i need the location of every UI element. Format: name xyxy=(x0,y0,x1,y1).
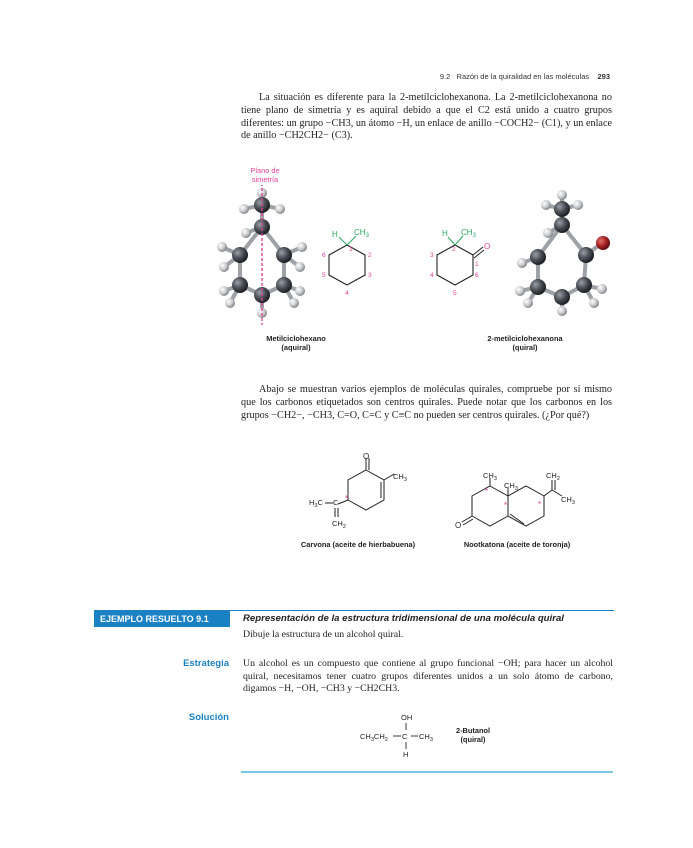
page-number: 293 xyxy=(597,72,610,81)
second-paragraph xyxy=(241,384,612,422)
caption-nootkatone: Nootkatona (aceite de toronja) xyxy=(463,540,571,549)
plane-of-symmetry-label: Plano de simetría xyxy=(250,166,280,184)
svg-text:CH3CH2: $CH_3CH_2$ xyxy=(360,732,388,743)
example-bottom-rule xyxy=(241,771,613,773)
figure-carvone-nootkatone xyxy=(290,452,620,537)
svg-text:H: H xyxy=(403,750,409,759)
ring-left-ch3-label: $CH_3$ xyxy=(354,228,369,239)
svg-text:*: * xyxy=(345,494,349,503)
svg-text:CH2: $CH_2$ xyxy=(546,471,560,482)
svg-text:*: * xyxy=(538,500,542,509)
methylcyclohexanone-skeletal xyxy=(430,228,490,297)
svg-text:6: 6 xyxy=(475,272,479,279)
solution-name: 2-Butanol (quiral) xyxy=(455,726,491,744)
svg-text:2: 2 xyxy=(452,246,456,253)
svg-text:O: O xyxy=(484,242,491,251)
second-paragraph-text: Abajo se muestran varios ejemplos de moléculas quirales, compruebe por sí mismo que los carbonos etiquetados son centros quirales. Puede notar que los carbonos en los grupos −CH2−, −CH3, C=O, C=C y C≡C no pueden ser centros quirales. (¿Por qué?) xyxy=(241,384,612,421)
caption-methylcyclohexane: Metilciclohexano (aquiral) xyxy=(266,334,326,352)
svg-text:CH3: $CH_3$ xyxy=(561,495,575,506)
methylcyclohexane-3d-model xyxy=(217,185,307,325)
example-statement: Dibuje la estructura de un alcohol quiral. xyxy=(243,629,404,640)
svg-text:1: 1 xyxy=(349,246,353,253)
methylcyclohexane-skeletal xyxy=(322,228,372,297)
svg-text:H3C: $H_3C$ xyxy=(309,498,323,509)
svg-text:CH3: $CH_3$ xyxy=(461,228,476,239)
section-number: 9.2 xyxy=(439,72,451,81)
svg-text:OH: OH xyxy=(401,713,413,722)
svg-text:6: 6 xyxy=(322,252,326,259)
svg-text:5: 5 xyxy=(322,272,326,279)
svg-text:1: 1 xyxy=(475,261,479,268)
figure-cyclohexanes xyxy=(210,185,630,330)
svg-text:H: H xyxy=(442,229,448,238)
svg-text:O: O xyxy=(363,452,370,461)
caption-methylcyclohexanone: 2-metilciclohexanona (quiral) xyxy=(487,334,563,352)
intro-paragraph xyxy=(241,92,612,143)
strategy-label: Estrategia xyxy=(183,658,229,669)
example-title: Representación de la estructura tridimensional de una molécula quiral xyxy=(243,613,564,624)
svg-text:4: 4 xyxy=(430,272,434,279)
svg-text:*: * xyxy=(504,501,508,510)
caption-carvone: Carvona (aceite de hierbabuena) xyxy=(300,540,416,549)
intro-paragraph-text: La situación es diferente para la 2-metilciclohexanona. La 2-metilciclohexanona no tiene plano de simetría y es aquiral debido a que el C2 está unido a cuatro grupos diferentes: un grupo −CH3, un átomo −H, un enlace de anillo −COCH2− (C1), y un enlace de anillo −CH2CH2− (C3). xyxy=(241,92,612,142)
svg-text:5: 5 xyxy=(453,290,457,297)
strategy-text: Un alcohol es un compuesto que contiene al grupo funcional −OH; para hacer un alcohol quiral, necesitamos tener cuatro grupos diferentes unidos a un solo átomo de carbono, digamos −H, −OH, −CH3 y −CH2CH3. xyxy=(243,658,613,695)
svg-text:4: 4 xyxy=(345,290,349,297)
svg-text:3: 3 xyxy=(368,272,372,279)
ring-left-h-label: H xyxy=(332,230,338,239)
solution-label: Solución xyxy=(188,712,229,723)
svg-text:C: C xyxy=(333,498,339,507)
svg-text:CH3: $CH_3$ xyxy=(393,472,407,483)
oxygen-atom xyxy=(596,236,610,250)
svg-text:C: C xyxy=(402,732,408,741)
example-badge: EJEMPLO RESUELTO 9.1 xyxy=(94,611,230,627)
svg-text:2: 2 xyxy=(368,252,372,259)
page-header xyxy=(405,72,610,81)
svg-text:O: O xyxy=(455,521,462,530)
svg-text:3: 3 xyxy=(430,252,434,259)
svg-text:CH3: $CH_3$ xyxy=(419,732,433,743)
svg-text:CH3: $CH_3$ xyxy=(483,471,497,482)
svg-text:CH3: $CH_3$ xyxy=(504,481,518,492)
svg-text:CH2: $CH_2$ xyxy=(332,519,346,530)
section-title: Razón de la quiralidad en las moléculas xyxy=(456,72,590,81)
methylcyclohexanone-3d-model xyxy=(515,190,610,316)
svg-text:*: * xyxy=(485,487,489,496)
